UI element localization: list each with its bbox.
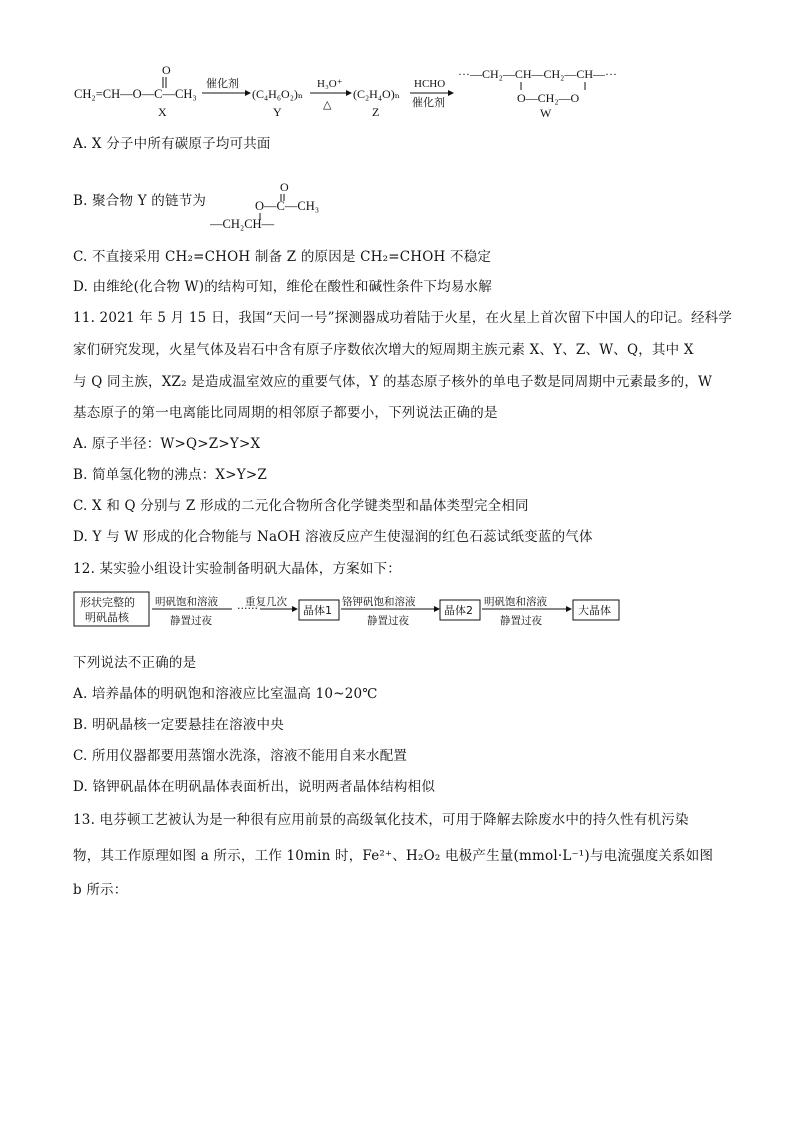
arrow3-top: HCHO	[414, 78, 446, 90]
q11-stem-1: 11. 2021 年 5 月 15 日，我国“天问一号”探测器成功着陆于火星，在火星上首次留下中国人的印记。经科学	[73, 310, 733, 326]
q12-option-a: A. 培养晶体的明矾饱和溶液应比室温高 10~20℃	[73, 686, 378, 702]
arrow2-bottom: △	[323, 99, 332, 111]
q13-stem-1: 13. 电芬顿工艺被认为是一种很有应用前景的高级氧化技术，可用于降解去除废水中的持久性有机污染	[73, 812, 689, 828]
q12-option-d: D. 铬钾矾晶体在明矾晶体表面析出，说明两者晶体结构相似	[73, 779, 436, 795]
arrow2-top: 铬钾矾饱和溶液	[342, 596, 416, 608]
box1-line1: 形状完整的	[80, 596, 135, 609]
q11-stem-2: 家们研究发现，火星气体及岩石中含有原子序数依次增大的短周期主族元素 X、Y、Z、W、Q，其中 X	[73, 342, 694, 358]
q13-stem-2: 物，其工作原理如图 a 所示，工作 10min 时，Fe²⁺、H₂O₂ 电极产生量(mmol·L⁻¹)与电流强度关系如图	[73, 848, 714, 864]
unit-carbonyl-o: O	[280, 180, 289, 194]
x-carbonyl-o: O	[162, 63, 171, 77]
y-formula: (C₄H₆O₂)ₙ	[252, 87, 304, 101]
arrow2-top: H₃O⁺	[317, 78, 343, 90]
reaction-scheme	[70, 58, 730, 120]
polymer-repeat-unit	[210, 180, 350, 232]
q11-option-a: A. 原子半径：W>Q>Z>Y>X	[73, 436, 261, 452]
q12-option-b: B. 明矾晶核一定要悬挂在溶液中央	[73, 717, 284, 733]
q13-stem-3: b 所示：	[73, 882, 128, 898]
box3-label: 晶体2	[444, 604, 473, 617]
q10-option-d: D. 由维纶(化合物 W)的结构可知，维伦在酸性和碱性条件下均易水解	[73, 279, 492, 295]
z-label: Z	[372, 105, 380, 119]
q10-option-a: A. X 分子中所有碳原子均可共面	[73, 136, 271, 152]
arrow2-bottom: 静置过夜	[367, 615, 409, 627]
unit-chain: —CH₂CH—	[210, 217, 275, 231]
q12-option-c: C. 所用仪器都要用蒸馏水洗涤，溶液不能用自来水配置	[73, 748, 408, 764]
crystal-flowchart	[70, 588, 630, 632]
arrow3-bottom: 静置过夜	[500, 615, 542, 627]
repeat-label: 重复几次	[245, 596, 287, 608]
y-label: Y	[273, 105, 282, 119]
q11-option-b: B. 简单氢化物的沸点：X>Y>Z	[73, 467, 267, 483]
arrow1-bottom: 静置过夜	[170, 615, 212, 627]
svg-text:······: ······	[237, 602, 258, 615]
arrow3-bottom: 催化剂	[412, 97, 445, 109]
q11-stem-3: 与 Q 同主族，XZ₂ 是造成温室效应的重要气体，Y 的基态原子核外的单电子数是同周期中元素最多的，W	[73, 374, 713, 390]
z-formula: (C₂H₄O)ₙ	[353, 87, 400, 101]
q10-option-c: C. 不直接采用 CH₂=CHOH 制备 Z 的原因是 CH₂=CHOH 不稳定	[73, 249, 492, 265]
box4-label: 大晶体	[578, 604, 611, 617]
arrow3-top: 明矾饱和溶液	[484, 596, 547, 608]
q11-option-d: D. Y 与 W 形成的化合物能与 NaOH 溶液反应产生使湿润的红色石蕊试纸变蓝的气体	[73, 529, 593, 545]
x-formula: CH₂=CH—O—C—CH₃	[74, 87, 197, 101]
q12-stem: 12. 某实验小组设计实验制备明矾大晶体，方案如下：	[73, 561, 401, 577]
box2-label: 晶体1	[303, 604, 332, 617]
q12-question: 下列说法不正确的是	[73, 655, 197, 671]
w-ring: O—CH₂—O	[517, 91, 580, 105]
box1-line2: 明矾晶核	[85, 611, 129, 624]
x-label: X	[158, 105, 167, 119]
arrow1-top: 明矾饱和溶液	[155, 596, 218, 608]
arrow1-label: 催化剂	[206, 78, 239, 90]
q10-option-b: B. 聚合物 Y 的链节为	[73, 193, 207, 209]
w-chain: ···—CH₂—CH—CH₂—CH—···	[458, 67, 618, 81]
q11-stem-4: 基态原子的第一电离能比同周期的相邻原子都要小，下列说法正确的是	[73, 405, 498, 421]
q11-option-c: C. X 和 Q 分别与 Z 形成的二元化合物所含化学键类型和晶体类型完全相同	[73, 498, 529, 514]
unit-ester: O—C—CH₃	[255, 199, 320, 213]
w-label: W	[540, 106, 552, 120]
